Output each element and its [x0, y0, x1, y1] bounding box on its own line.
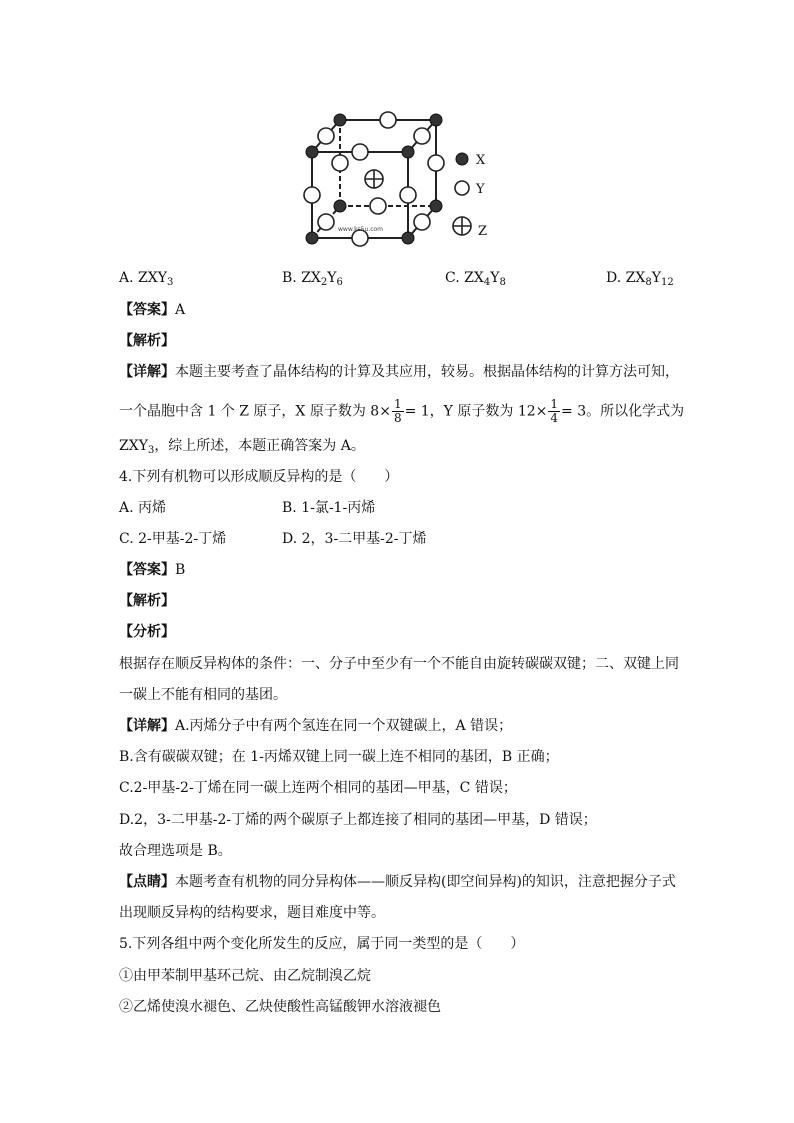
crystal-structure-figure: [300, 108, 500, 250]
atom-y: [380, 112, 396, 128]
atom-x: [402, 232, 414, 244]
q4-dianjing-line-1: 【点睛】本题考查有机物的同分异构体——顺反异构(即空间异构)的知识，注意把握分子式: [119, 874, 676, 890]
q4-analysis-tag: 【解析】: [119, 593, 175, 609]
q3-detail-line-1: 【详解】本题主要考查了晶体结构的计算及其应用，较易。根据晶体结构的计算方法可知，: [119, 364, 679, 380]
q4-detail-d: D.2，3-二甲基-2-丁烯的两个碳原子上都连接了相同的基团—甲基，D 错误；: [119, 812, 597, 828]
q3-option-b: B. $ZX_2Y_6$: [282, 270, 343, 288]
q5-item-2: ②乙烯使溴水褪色、乙炔使酸性高锰酸钾水溶液褪色: [119, 999, 441, 1015]
q4-answer: 【答案】B: [119, 562, 186, 578]
q5-stem: 5.下列各组中两个变化所发生的反应，属于同一类型的是（ ）: [119, 936, 525, 952]
atom-y: [332, 155, 348, 171]
atom-x: [430, 114, 442, 126]
atom-x: [402, 146, 414, 158]
atom-y: [428, 155, 444, 171]
q3-detail-line-3: $ZXY_3$，综上所述，本题正确答案为 A。: [119, 438, 365, 456]
atom-y: [318, 214, 334, 230]
atom-y: [318, 128, 334, 144]
q3-detail-line-2: 一个晶胞中含 1 个 Z 原子，X 原子数为 8× $\frac{1}{8}$ = 1，Y 原子数为 12× $\frac{1}{4}$ = 3。所以化学式为: [119, 397, 685, 425]
q5-item-1: ①由甲苯制甲基环己烷、由乙烷制溴乙烷: [119, 968, 371, 984]
q4-option-d: D. 2，3-二甲基-2-丁烯: [282, 531, 427, 547]
q4-fenxi-tag: 【分析】: [119, 624, 175, 640]
q3-analysis-tag: 【解析】: [119, 333, 175, 349]
q4-fenxi-line-2: 一碳上不能有相同的基团。: [119, 687, 287, 703]
q4-conclusion: 故合理选项是 B。: [119, 843, 232, 859]
q4-detail-a: 【详解】A.丙烯分子中有两个氢连在同一个双键碳上，A 错误；: [119, 718, 513, 734]
q4-dianjing-line-2: 出现顺反异构的结构要求，题目难度中等。: [119, 905, 385, 921]
q4-option-c: C. 2-甲基-2-丁烯: [119, 531, 227, 547]
q4-detail-b: B.含有碳碳双键；在 1-丙烯双键上同一碳上连不相同的基团，B 正确；: [119, 749, 559, 765]
q4-option-a: A. 丙烯: [119, 500, 167, 516]
atom-x: [334, 200, 346, 212]
atom-y: [400, 187, 416, 203]
watermark: www.ks5u.com: [338, 226, 384, 233]
atom-y: [370, 198, 386, 214]
q4-fenxi-line-1: 根据存在顺反异构体的条件：一、分子中至少有一个不能自由旋转碳碳双键；二、双键上同: [119, 656, 679, 672]
atom-x: [334, 114, 346, 126]
q3-option-d: D. $ZX_8Y_{12}$: [606, 270, 674, 288]
q4-stem: 4.下列有机物可以形成顺反异构的是（ ）: [119, 469, 399, 485]
legend-z-label: Z: [478, 224, 488, 239]
legend-y-label: Y: [476, 182, 485, 197]
atom-y: [304, 187, 320, 203]
q4-option-b: B. 1-氯-1-丙烯: [282, 500, 376, 516]
atom-y: [414, 214, 430, 230]
atom-z: [365, 170, 383, 188]
atom-x: [306, 146, 318, 158]
atom-x: [306, 232, 318, 244]
atom-y: [352, 144, 368, 160]
q3-answer: 【答案】A: [119, 302, 186, 318]
q3-option-c: C. $ZX_4Y_8$: [445, 270, 506, 288]
atom-y: [414, 128, 430, 144]
q3-option-a: A. $ZXY_3$: [119, 270, 174, 288]
legend-x-label: X: [476, 153, 486, 168]
q4-detail-c: C.2-甲基-2-丁烯在同一碳上连两个相同的基团—甲基，C 错误；: [119, 780, 517, 796]
atom-x: [430, 200, 442, 212]
